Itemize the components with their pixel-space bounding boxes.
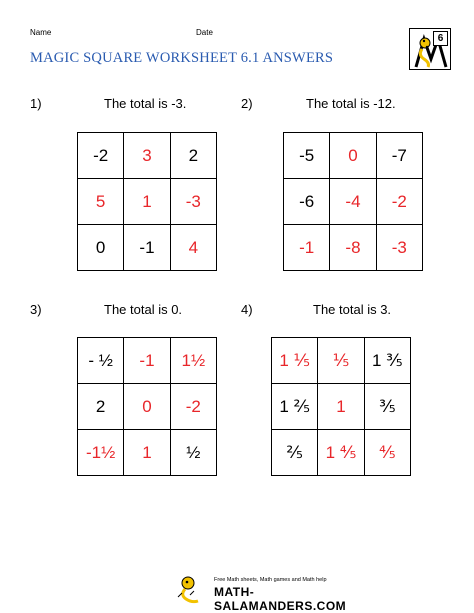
cell-1-r1c2: 3: [124, 133, 170, 179]
problem-2-number: 2): [241, 96, 253, 111]
cell-1-r3c2: -1: [124, 225, 170, 271]
cell-4-r2c3: ⅗: [364, 384, 410, 430]
cell-1-r2c2: 1: [124, 179, 170, 225]
cell-4-r1c3: 1 ⅗: [364, 338, 410, 384]
cell-4-r3c3: ⅘: [364, 430, 410, 476]
footer-brand: [176, 575, 347, 613]
cell-3-r3c2: 1: [124, 430, 170, 476]
problem-1-total: The total is -3.: [104, 96, 187, 111]
name-label: Name: [30, 28, 52, 37]
cell-4-r3c1: ⅖: [272, 430, 318, 476]
cell-3-r3c3: ½: [170, 430, 216, 476]
page-title: MAGIC SQUARE WORKSHEET 6.1 ANSWERS: [30, 50, 334, 66]
magic-square-1: [77, 132, 217, 271]
cell-3-r1c3: 1½: [170, 338, 216, 384]
cell-2-r3c3: -3: [376, 225, 422, 271]
magic-square-3: [77, 337, 217, 476]
cell-1-r3c3: 4: [170, 225, 216, 271]
cell-2-r2c2: -4: [330, 179, 376, 225]
cell-3-r2c1: 2: [78, 384, 124, 430]
problem-3-number: 3): [30, 302, 42, 317]
cell-3-r2c2: 0: [124, 384, 170, 430]
cell-4-r3c2: 1 ⅘: [318, 430, 364, 476]
cell-1-r3c1: 0: [78, 225, 124, 271]
cell-2-r3c2: -8: [330, 225, 376, 271]
problem-1-number: 1): [30, 96, 42, 111]
problem-3-total: The total is 0.: [104, 302, 183, 317]
cell-1-r2c3: -3: [170, 179, 216, 225]
cell-2-r1c1: -5: [284, 133, 330, 179]
cell-4-r1c2: ⅕: [318, 338, 364, 384]
problem-4-total: The total is 3.: [313, 302, 392, 317]
math-salamanders-logo: [409, 28, 451, 70]
cell-3-r1c2: -1: [124, 338, 170, 384]
magic-square-4: [271, 337, 411, 476]
footer-site: MATH-SALAMANDERS.COM: [214, 585, 347, 613]
cell-4-r1c1: 1 ⅕: [272, 338, 318, 384]
cell-4-r2c1: 1 ⅖: [272, 384, 318, 430]
grade-badge: 6: [433, 31, 448, 46]
cell-2-r3c1: -1: [284, 225, 330, 271]
date-label: Date: [196, 28, 213, 37]
cell-4-r2c2: 1: [318, 384, 364, 430]
cell-3-r1c1: - ½: [78, 338, 124, 384]
magic-square-2: [283, 132, 423, 271]
cell-2-r2c1: -6: [284, 179, 330, 225]
cell-3-r2c3: -2: [170, 384, 216, 430]
cell-2-r1c3: -7: [376, 133, 422, 179]
salamander-icon: [176, 575, 210, 605]
cell-1-r1c3: 2: [170, 133, 216, 179]
problem-4-number: 4): [241, 302, 253, 317]
cell-2-r2c3: -2: [376, 179, 422, 225]
cell-2-r1c2: 0: [330, 133, 376, 179]
footer-tagline: Free Math sheets, Math games and Math help: [214, 577, 327, 583]
cell-3-r3c1: -1½: [78, 430, 124, 476]
problem-2-total: The total is -12.: [306, 96, 396, 111]
cell-1-r1c1: -2: [78, 133, 124, 179]
cell-1-r2c1: 5: [78, 179, 124, 225]
